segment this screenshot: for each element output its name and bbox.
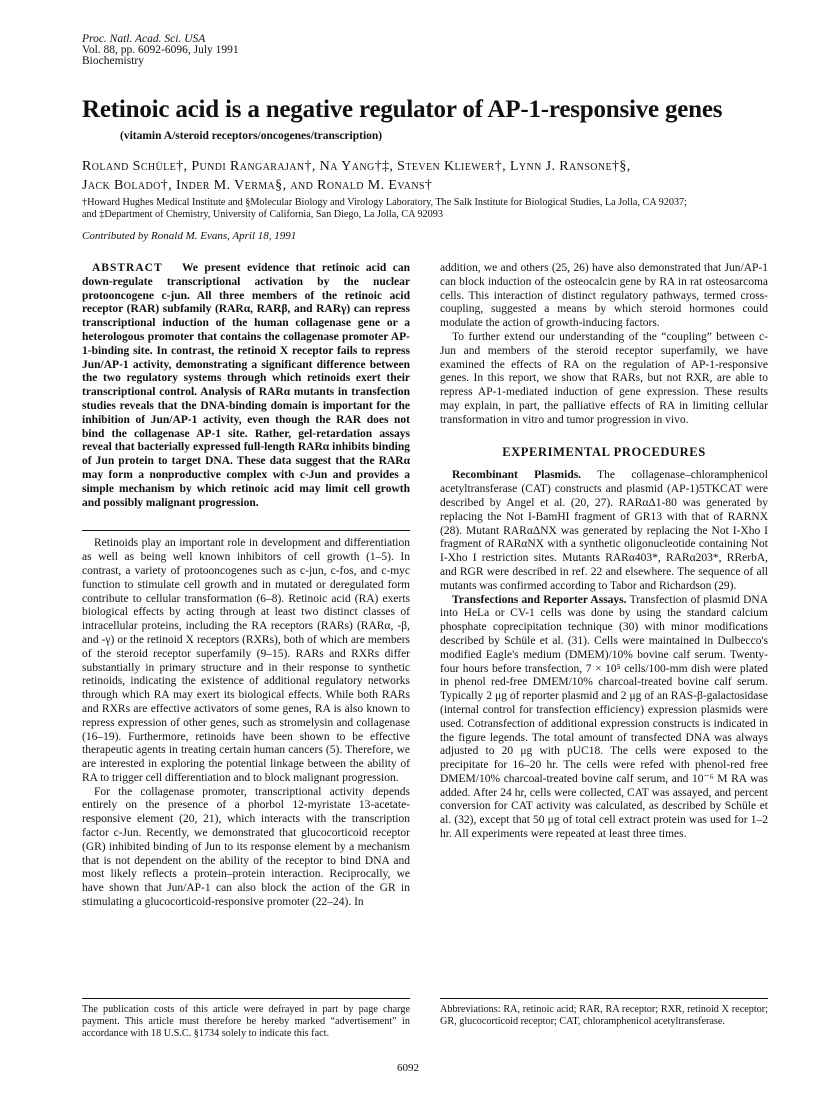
right-paragraph-1: addition, we and others (25, 26) have also demonstrated that Jun/AP-1 can block induction of the osteocalcin gene by RA in rat osteosarcoma cells. This interaction of distinct regulatory pathways, termed cross-coupling, suggested a means by which steroid hormones could modulate the action of growth-inducing factors. xyxy=(440,262,768,330)
journal-section: Biochemistry xyxy=(82,55,144,67)
contributed-by: Contributed by Ronald M. Evans, April 18, 1991 xyxy=(82,230,297,242)
keywords: (vitamin A/steroid receptors/oncogenes/transcription) xyxy=(120,130,383,142)
journal-volume: Vol. 88, pp. 6092-6096, July 1991 xyxy=(82,44,239,56)
footnote-divider-left xyxy=(82,998,410,999)
intro-paragraph-1: Retinoids play an important role in development and differentiation as well as being well known inhibitors of cell growth (1–5). In contrast, a variety of protooncogenes such as c-jun, c-fos, and c-myc function to stimulate cell growth and in mutated or deregulated form contribute to cellular transformation (6–8). Retinoic acid (RA) exerts biological effects by acting through at least two distinct classes of intracellular proteins, including the RA receptors (RARs) (RARα, -β, and -γ) or the retinoid X receptors (RXRs), both of which are members of the steroid receptor superfamily (9–15). RARs and RXRs differ substantially in primary structure and in their response to synthetic retinoids, indicating the existence of additional regulatory networks through which RA may exert its biological effects. While both RARs and RXRs are effective activators of some genes, RA is also known to repress expression of other genes, such as stromelysin and collagenase (16–19). Furthermore, retinoids have been shown to be effective therapeutic agents in treating certain human cancers (5). Therefore, we are interested in exploring the potential linkage between the ability of RA to trigger cell differentiation and to block malignant progression. xyxy=(82,537,410,784)
methods-1-text: The collagenase–chloramphenicol acetyltransferase (CAT) constructs and plasmid (AP-1)5TKCAT were described by Angel et al. (20, 27). RARαΔ1-80 was generated by replacing the Not I-BamHI fragment of GR13 with that of RARNX (28). Mutant RARαΔNX was generated by replacing the Not I-Xho I fragment of RARαNX with a synthetic oligonucleotide containing Not I-Xho I restriction sites. Mutants RARα403*, RARα203*, RRerbA, and RGR were described in ref. 22 and elsewhere. The sequence of all mutants was confirmed according to Tabor and Richardson (29). xyxy=(440,469,768,592)
authors xyxy=(82,157,762,195)
right-column xyxy=(440,262,768,842)
abstract-text: We present evidence that retinoic acid can down-regulate transcriptional activation by the nuclear protooncogene c-jun. All three members of the retinoic acid receptor (RAR) subfamily (RARα, RARβ, and RARγ) can repress transcriptional induction of the human collagenase gene or a heterologous promoter that contains the collagenase promoter AP-1-binding site. In contrast, the retinoid X receptor fails to repress Jun/AP-1 activity, demonstrating a significant difference between the two regulatory systems through which retinoids exert their transcriptional control. Analysis of RARα mutants in transfection studies reveals that the DNA-binding domain is important for the inhibition of Jun/AP-1 activity, even though the RAR does not bind the collagenase AP-1 site. Rather, gel-retardation assays reveal that bacterially expressed full-length RARα inhibits binding of Jun protein to target DNA. These data suggest that the RARα may form a nonproductive complex with c-Jun and provides a simple mechanism by which retinoic acid may limit cell growth and possibly malignant progression. xyxy=(82,262,411,509)
affiliation-line-2: and ‡Department of Chemistry, University of California, San Diego, La Jolla, CA 92093 xyxy=(82,208,443,220)
methods-paragraph-1 xyxy=(440,469,768,593)
journal-header xyxy=(82,34,239,67)
methods-1-heading: Recombinant Plasmids. xyxy=(452,469,582,482)
article-title: Retinoic acid is a negative regulator of AP-1-responsive genes xyxy=(82,96,723,123)
methods-2-heading: Transfections and Reporter Assays. xyxy=(452,593,627,606)
methods-2-text: Transfection of plasmid DNA into HeLa or CV-1 cells was done by using the standard calcium phosphate coprecipitation technique (30) with minor modifications described by Schüle et al. (31). Cells were maintained in Dulbecco's modified Eagle's medium (DMEM)/10% bovine calf serum. Twenty-four hours before transfection, 7 × 10⁵ cells/100-mm dish were plated in phenol red-free DMEM/10% charcoal-treated bovine calf serum. Typically 2 μg of reporter plasmid and 2 μg of an RAS-β-galactosidase (internal control for transfection efficiency) expression plasmids were used. Cotransfection of additional expression constructs is indicated in the figure legends. The total amount of transfected DNA was always adjusted to 20 μg with pUC18. The cells were exposed to the precipitate for 16–20 hr. The cells were refed with phenol-red free DMEM/10% charcoal-treated bovine calf serum, and 10⁻⁶ M RA was added. After 24 hr, cells were collected, CAT was assayed, and percent conversion for CAT activity was calculated, as described by Schüle et al. (32), except that 50 μg of total cell extract protein was used for 1–2 hr. All experiments were repeated at least three times. xyxy=(440,593,769,841)
intro-paragraph-2: For the collagenase promoter, transcriptional activity depends entirely on the presence of a phorbol 12-myristate 13-acetate-responsive element (20, 21), which interacts with the transcription factor c-Jun. Recently, we demonstrated that glucocorticoid receptor (GR) inhibited binding of Jun to its response element by a mechanism that is not dependent on the ability of the receptor to bind DNA and most likely reflects a protein–protein interaction. Reciprocally, we have shown that Jun/AP-1 can also block the action of the GR in stimulating a glucocorticoid-responsive promoter (22–24). In xyxy=(82,785,410,909)
authors-line-2: Jack Bolado†, Inder M. Verma§, and Ronald M. Evans† xyxy=(82,178,433,193)
section-heading: EXPERIMENTAL PROCEDURES xyxy=(502,444,706,459)
left-column xyxy=(82,262,410,910)
affiliations xyxy=(82,197,762,220)
publication-footnote: The publication costs of this article were defrayed in part by page charge payment. This article must therefore be hereby marked “advertisement” in accordance with 18 U.S.C. §1734 solely to indicate this fact. xyxy=(82,1004,410,1039)
authors-line-1: Roland Schüle†, Pundi Rangarajan†, Na Yang†‡, Steven Kliewer†, Lynn J. Ransone†§, xyxy=(82,159,631,174)
abstract-label: ABSTRACT xyxy=(92,262,163,274)
journal-name: Proc. Natl. Acad. Sci. USA xyxy=(82,33,206,45)
methods-paragraph-2 xyxy=(440,594,768,842)
right-paragraph-2: To further extend our understanding of the “coupling” between c-Jun and members of the steroid receptor superfamily, we have examined the effects of RA on the regulation of AP-1-responsive genes. In this report, we show that RARs, but not RXR, are able to repress AP-1-mediated induction of gene expression. These results may explain, in part, the palliative effects of RA in limiting cellular transformation in vitro and tumor progression in vivo. xyxy=(440,330,768,426)
page-number: 6092 xyxy=(397,1062,419,1074)
footnote-divider-right xyxy=(440,998,768,999)
abbreviations: Abbreviations: RA, retinoic acid; RAR, RA receptor; RXR, retinoid X receptor; GR, glucocorticoid receptor; CAT, chloramphenicol acetyltransferase. xyxy=(440,1004,768,1027)
affiliation-line-1: †Howard Hughes Medical Institute and §Molecular Biology and Virology Laboratory, The Salk Institute for Biological Studies, La Jolla, CA 92037; xyxy=(82,197,687,208)
abstract-divider xyxy=(82,530,410,531)
abstract xyxy=(82,262,410,510)
